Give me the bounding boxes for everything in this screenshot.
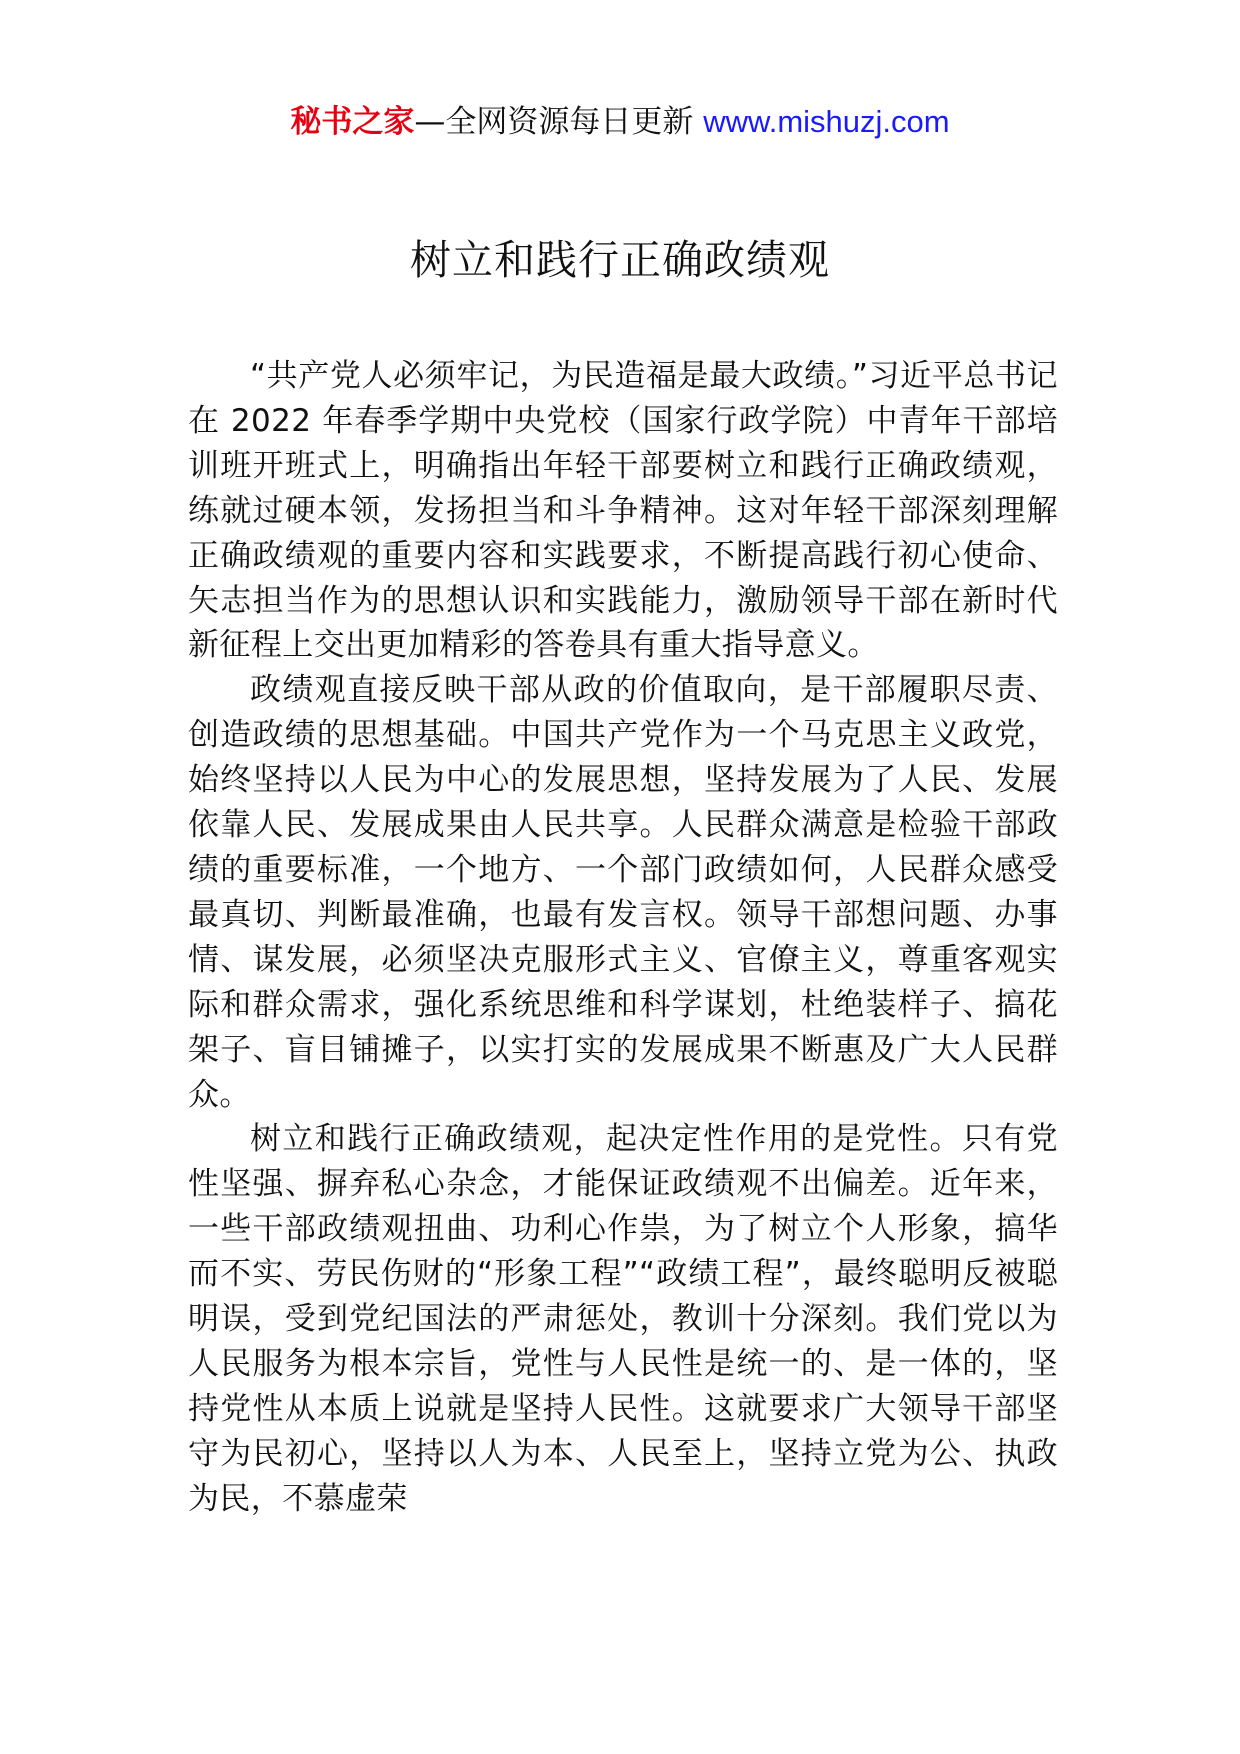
header-tagline: —全网资源每日更新	[414, 104, 704, 140]
document-title: 树立和践行正确政绩观	[410, 236, 830, 284]
paragraph-3: 树立和践行正确政绩观，起决定性作用的是党性。只有党性坚强、摒弃私心杂念，才能保证政绩观不出偏差。近年来，一些干部政绩观扭曲、功利心作祟，为了树立个人形象，搞华而不实、劳民伤财的“形象工程”“政绩工程”，最终聪明反被聪明误，受到党纪国法的严肃惩处，教训十分深刻。我们党以为人民服务为根本宗旨，党性与人民性是统一的、是一体的，坚持党性从本质上说就是坚持人民性。这就要求广大领导干部坚守为民初心，坚持以人为本、人民至上，坚持立党为公、执政为民，不慕虚荣	[188, 1121, 1058, 1517]
document-body	[188, 354, 1058, 1522]
site-url-link[interactable]: www.mishuzj.com	[703, 104, 950, 139]
site-header	[0, 100, 1240, 144]
brand-name: 秘书之家	[290, 104, 415, 140]
paragraph-2: 政绩观直接反映干部从政的价值取向，是干部履职尽责、创造政绩的思想基础。中国共产党作为一个马克思主义政党，始终坚持以人民为中心的发展思想，坚持发展为了人民、发展依靠人民、发展成果由人民共享。人民群众满意是检验干部政绩的重要标准，一个地方、一个部门政绩如何，人民群众感受最真切、判断最准确，也最有发言权。领导干部想问题、办事情、谋发展，必须坚决克服形式主义、官僚主义，尊重客观实际和群众需求，强化系统思维和科学谋划，杜绝装样子、搞花架子、盲目铺摊子，以实打实的发展成果不断惠及广大人民群众。	[188, 672, 1058, 1113]
paragraph-1: “共产党人必须牢记，为民造福是最大政绩。”习近平总书记在 2022 年春季学期中央党校（国家行政学院）中青年干部培训班开班式上，明确指出年轻干部要树立和践行正确政绩观，练就过硬本领，发扬担当和斗争精神。这对年轻干部深刻理解正确政绩观的重要内容和实践要求，不断提高践行初心使命、矢志担当作为的思想认识和实践能力，激励领导干部在新时代新征程上交出更加精彩的答卷具有重大指导意义。	[188, 358, 1058, 664]
